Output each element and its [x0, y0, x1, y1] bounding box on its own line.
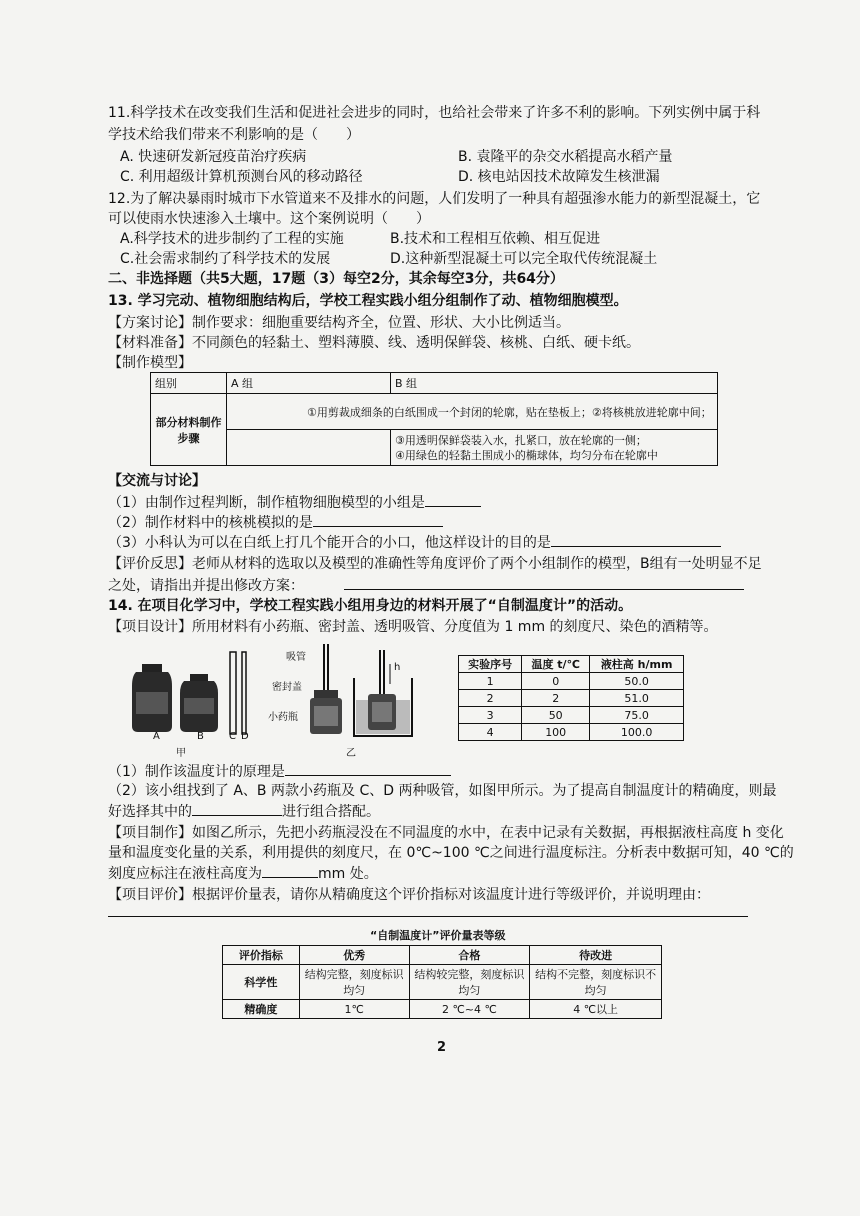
cell-height: 51.0 — [590, 690, 684, 707]
eval-table — [222, 945, 662, 1019]
cell-trial: 1 — [459, 673, 522, 690]
table-row — [459, 673, 684, 690]
beaker-icon — [354, 650, 412, 736]
q14-sub2-post: 进行组合搭配。 — [282, 804, 380, 820]
label-straw: 吸管 — [286, 652, 306, 663]
th-group: 组别 — [151, 373, 227, 394]
cell-trial: 3 — [459, 707, 522, 724]
cell-trial: 2 — [459, 690, 522, 707]
bottle-b-icon — [180, 674, 218, 732]
label-cap: 密封盖 — [272, 682, 302, 693]
q14-make1: 【项目制作】如图乙所示，先把小药瓶浸没在不同温度的水中，在表中记录有关数据，再根据液柱高度 h 变化 — [108, 825, 784, 841]
q14-make3-post: mm 处。 — [318, 866, 378, 882]
q14-sub1 — [108, 762, 451, 781]
table-row — [459, 724, 684, 741]
cell-pass: 2 ℃~4 ℃ — [409, 1000, 530, 1019]
q11-option-a: A. 快速研发新冠疫苗治疗疾病 — [120, 149, 307, 165]
model-table — [150, 372, 718, 466]
q12-option-c: C.社会需求制约了科学技术的发展 — [120, 251, 331, 267]
cell-excellent: 结构完整，刻度标识均匀 — [299, 965, 409, 1000]
answer-blank[interactable] — [262, 864, 318, 878]
cell-excellent: 1℃ — [299, 1000, 409, 1019]
cell-improve: 结构不完整，刻度标识不均匀 — [530, 965, 662, 1000]
answer-blank[interactable] — [344, 576, 744, 590]
cell-height: 50.0 — [590, 673, 684, 690]
q11-line1: 11.科学技术在改变我们生活和促进社会进步的同时，也给社会带来了许多不利的影响。下列实例中属于科 — [108, 105, 761, 121]
cell-temperature: 100 — [522, 724, 590, 741]
q12-line2: 可以使雨水快速渗入土壤中。这个案例说明（ ） — [108, 211, 430, 227]
th-excellent: 优秀 — [299, 946, 409, 965]
q14-evaluate: 【项目评价】根据评价量表，请你从精确度这个评价指标对该温度计进行等级评价，并说明理由： — [108, 887, 710, 903]
q11-option-b: B. 袁隆平的杂交水稻提高水稻产量 — [458, 149, 673, 165]
q12-option-d: D.这种新型混凝土可以完全取代传统混凝土 — [390, 251, 658, 267]
data-table — [458, 655, 684, 741]
q13-sub2-text: （2）制作材料中的核桃模拟的是 — [108, 515, 313, 531]
answer-line[interactable] — [108, 916, 748, 917]
table-row — [459, 707, 684, 724]
label-yi: 乙 — [346, 748, 356, 759]
q13-making: 【制作模型】 — [108, 355, 192, 371]
q12-option-b: B.技术和工程相互依赖、相互促进 — [390, 231, 601, 247]
answer-blank[interactable] — [313, 513, 443, 527]
table-row — [223, 965, 662, 1000]
th-group-b: B 组 — [391, 373, 718, 394]
q13-reflect2 — [108, 576, 744, 595]
q13-plan: 【方案讨论】制作要求：细胞重要结构齐全，位置、形状、大小比例适当。 — [108, 315, 570, 331]
row-label-steps: 部分材料制作步骤 — [151, 394, 227, 466]
figure-jia-yi — [128, 640, 438, 760]
label-h: h — [394, 662, 401, 673]
straw-c-icon — [230, 652, 236, 734]
answer-blank[interactable] — [425, 493, 481, 507]
q14-design: 【项目设计】所用材料有小药瓶、密封盖、透明吸管、分度值为 1 mm 的刻度尺、染色的酒精等。 — [108, 619, 718, 635]
q13-reflect1: 【评价反思】老师从材料的选取以及模型的准确性等角度评价了两个小组制作的模型，B组有一处明显不足 — [108, 556, 762, 572]
q12-option-a: A.科学技术的进步制约了工程的实施 — [120, 231, 344, 247]
row-label-science: 科学性 — [223, 965, 300, 1000]
q11-line2: 学技术给我们带来不利影响的是（ ） — [108, 127, 360, 143]
straw-d-icon — [242, 652, 246, 734]
q13-sub3 — [108, 533, 721, 552]
q13-reflect2-text: 之处，请指出并提出修改方案： — [108, 578, 304, 594]
q14-sub2-line1: （2）该小组找到了 A、B 两款小药瓶及 C、D 两种吸管，如图甲所示。为了提高自制温度计的精确度，则最 — [108, 783, 777, 799]
q14-sub2-pre: 好选择其中的 — [108, 804, 192, 820]
step-3: ③用透明保鲜袋装入水，扎紧口，放在轮廓的一侧； — [395, 433, 647, 447]
q11-option-d: D. 核电站因技术故障发生核泄漏 — [458, 169, 660, 185]
answer-blank[interactable] — [285, 762, 451, 776]
q13-materials: 【材料准备】不同颜色的轻黏土、塑料薄膜、线、透明保鲜袋、核桃、白纸、硬卡纸。 — [108, 335, 640, 351]
cell-temperature: 2 — [522, 690, 590, 707]
step-3-4 — [391, 430, 718, 466]
answer-blank[interactable] — [551, 533, 721, 547]
th-pass: 合格 — [409, 946, 530, 965]
label-d: D — [241, 731, 249, 742]
q13-sub1-text: （1）由制作过程判断，制作植物细胞模型的小组是 — [108, 495, 425, 511]
label-bottle: 小药瓶 — [268, 712, 298, 723]
th-improve: 待改进 — [530, 946, 662, 965]
cell-height: 100.0 — [590, 724, 684, 741]
q14-sub2-line2 — [108, 802, 380, 821]
bottle-a-icon — [132, 664, 172, 732]
cell-height: 75.0 — [590, 707, 684, 724]
q14-make3-pre: 刻度应标注在液柱高度为 — [108, 866, 262, 882]
page-number: 2 — [437, 1040, 447, 1055]
cell-temperature: 0 — [522, 673, 590, 690]
th-group-a: A 组 — [227, 373, 391, 394]
eval-caption: “自制温度计”评价量表等级 — [370, 929, 506, 942]
th-indicator: 评价指标 — [223, 946, 300, 965]
q13-sub1 — [108, 493, 481, 512]
q13-intro: 13. 学习完动、植物细胞结构后，学校工程实践小组分组制作了动、植物细胞模型。 — [108, 293, 628, 309]
cell-trial: 4 — [459, 724, 522, 741]
label-b: B — [197, 731, 204, 742]
thermometer-bottle-icon — [310, 644, 342, 734]
step-1-2: ①用剪裁成细条的白纸围成一个封闭的轮廓，贴在垫板上；②将核桃放进轮廓中间； — [227, 394, 718, 430]
label-a: A — [153, 731, 160, 742]
th-temperature: 温度 t/℃ — [522, 656, 590, 673]
q14-sub1-text: （1）制作该温度计的原理是 — [108, 764, 285, 780]
q14-make3 — [108, 864, 378, 883]
q14-intro: 14. 在项目化学习中，学校工程实践小组用身边的材料开展了“自制温度计”的活动。 — [108, 598, 633, 614]
q13-sub2 — [108, 513, 443, 532]
th-trial: 实验序号 — [459, 656, 522, 673]
answer-blank[interactable] — [192, 802, 282, 816]
cell-a-blank — [227, 430, 391, 466]
q13-discuss: 【交流与讨论】 — [108, 473, 206, 489]
step-4: ④用绿色的轻黏土围成小的椭球体，均匀分布在轮廓中 — [395, 448, 658, 462]
section-heading: 二、非选择题（共5大题，17题（3）每空2分，其余每空3分，共64分） — [108, 271, 564, 287]
q14-make2: 量和温度变化量的关系，利用提供的刻度尺，在 0℃~100 ℃之间进行温度标注。分析表中数据可知，40 ℃的 — [108, 845, 794, 861]
q13-sub3-text: （3）小科认为可以在白纸上打几个能开合的小口，他这样设计的目的是 — [108, 535, 551, 551]
q11-option-c: C. 利用超级计算机预测台风的移动路径 — [120, 169, 363, 185]
label-c: C — [229, 731, 236, 742]
label-jia: 甲 — [176, 748, 186, 759]
row-label-precision: 精确度 — [223, 1000, 300, 1019]
q12-line1: 12.为了解决暴雨时城市下水管道来不及排水的问题，人们发明了一种具有超强渗水能力的新型混凝土，它 — [108, 191, 761, 207]
cell-temperature: 50 — [522, 707, 590, 724]
cell-pass: 结构较完整，刻度标识均匀 — [409, 965, 530, 1000]
table-row — [459, 690, 684, 707]
table-row — [223, 1000, 662, 1019]
cell-improve: 4 ℃以上 — [530, 1000, 662, 1019]
th-height: 液柱高 h/mm — [590, 656, 684, 673]
